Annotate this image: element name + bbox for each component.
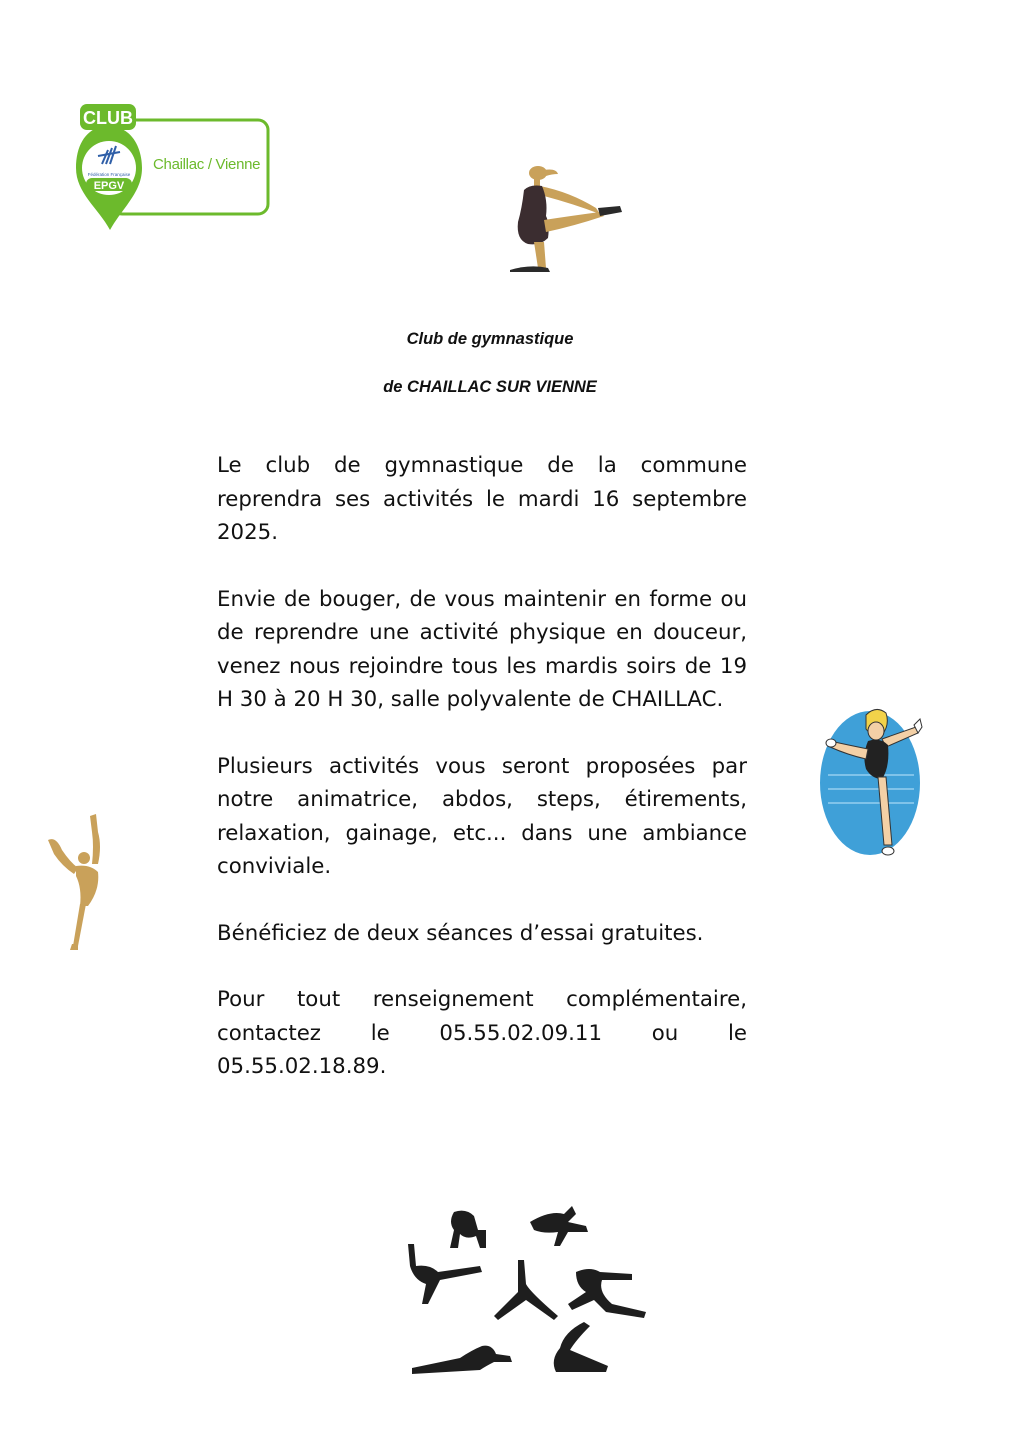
logo-badge-text: CLUB: [83, 108, 133, 128]
logo-epgv-text: EPGV: [93, 180, 125, 192]
paragraph-free-trial: Bénéficiez de deux séances d’essai gratuites.: [217, 920, 704, 946]
gymnast-silhouettes-illustration: [400, 1200, 660, 1385]
title-line-1: Club de gymnastique: [406, 330, 574, 348]
stretching-woman-illustration: [500, 160, 635, 278]
paragraph-schedule: Envie de bouger, de vous maintenir en forme ou de reprendre une activité physique en douceur, venez nous rejoindre tous les mardis soirs de 19 H 30 à 20 H 30, salle polyvalente de CHAILLAC.: [217, 586, 747, 712]
paragraph-resumption: Le club de gymnastique de la commune reprendra ses activités le mardi 16 septembre 2025.: [217, 453, 747, 545]
gold-dancer-illustration: [40, 810, 115, 950]
logo-location-text: Chaillac / Vienne: [153, 156, 261, 173]
paragraph-activities: Plusieurs activités vous seront proposées par notre animatrice, abdos, steps, étirements, relaxation, gainage, etc... dans une ambiance conviviale.: [217, 753, 747, 879]
announcement-body: [217, 449, 747, 1117]
logo-federation-small: Fédération Française: [87, 172, 131, 177]
cartoon-gymnast-illustration: [818, 705, 926, 865]
title-line-2: de CHAILLAC SUR VIENNE: [383, 378, 597, 396]
paragraph-contact: Pour tout renseignement complémentaire, contactez le 05.55.02.09.11 ou le 05.55.02.18.89.: [217, 987, 747, 1079]
